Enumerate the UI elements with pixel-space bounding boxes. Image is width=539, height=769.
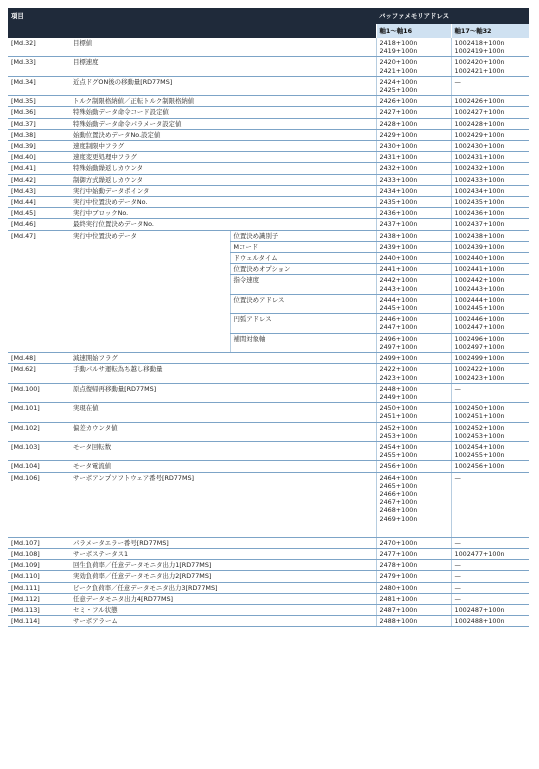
item-header: 項目 (8, 8, 376, 24)
row-name: 実行中位置決めデータ (70, 230, 230, 352)
table-row (8, 560, 529, 571)
address-axis-1-16: 2448+100n 2449+100n (376, 383, 451, 402)
row-id: [Md.38] (8, 129, 70, 140)
row-id: [Md.114] (8, 616, 70, 627)
row-id: [Md.37] (8, 118, 70, 129)
table-row (8, 353, 529, 364)
address-axis-1-16: 2479+100n (376, 571, 451, 582)
table-row (8, 107, 529, 118)
address-axis-17-32: 1002438+100n (451, 230, 529, 241)
row-name: トルク制限格納値／正転トルク制限格納値 (70, 96, 376, 107)
address-axis-1-16: 2499+100n (376, 353, 451, 364)
table-row (8, 96, 529, 107)
axis-1-16-header: 軸1～軸16 (376, 24, 451, 38)
address-axis-1-16: 2422+100n 2423+100n (376, 364, 451, 383)
row-name: 実行中ブロックNo. (70, 208, 376, 219)
address-axis-17-32: — (451, 76, 529, 95)
row-name: 目標速度 (70, 57, 376, 76)
row-name: モータ回転数 (70, 441, 376, 460)
address-axis-17-32: 1002488+100n (451, 616, 529, 627)
row-id: [Md.48] (8, 353, 70, 364)
table-row (8, 461, 529, 472)
address-axis-1-16: 2488+100n (376, 616, 451, 627)
address-axis-17-32: 1002442+100n 1002443+100n (451, 275, 529, 294)
address-axis-1-16: 2487+100n (376, 604, 451, 615)
row-name: 近点ドグON後の移動量[RD77MS] (70, 76, 376, 95)
row-id: [Md.32] (8, 38, 70, 57)
table-row (8, 76, 529, 95)
address-axis-1-16: 2454+100n 2455+100n (376, 441, 451, 460)
address-axis-17-32: 1002432+100n (451, 163, 529, 174)
row-id: [Md.43] (8, 185, 70, 196)
table-row (8, 548, 529, 559)
address-axis-17-32: 1002441+100n (451, 264, 529, 275)
row-name: 実効負荷率／任意データモニタ出力2[RD77MS] (70, 571, 376, 582)
table-row (8, 571, 529, 582)
address-axis-1-16: 2435+100n (376, 197, 451, 208)
blank-header-cell (8, 24, 376, 38)
table-row (8, 208, 529, 219)
sub-item-label: 補間対象軸 (230, 333, 376, 352)
address-axis-17-32: 1002439+100n (451, 241, 529, 252)
table-row (8, 383, 529, 402)
address-axis-17-32: 1002487+100n (451, 604, 529, 615)
table-row (8, 129, 529, 140)
address-axis-17-32: 1002422+100n 1002423+100n (451, 364, 529, 383)
table-row (8, 57, 529, 76)
table-body (8, 38, 529, 627)
address-axis-17-32: 1002437+100n (451, 219, 529, 230)
axis-header-row (8, 24, 529, 38)
table-row (8, 604, 529, 615)
row-id: [Md.108] (8, 548, 70, 559)
address-axis-1-16: 2496+100n 2497+100n (376, 333, 451, 352)
row-id: [Md.107] (8, 537, 70, 548)
row-name: 速度制限中フラグ (70, 141, 376, 152)
table-row (8, 197, 529, 208)
address-axis-1-16: 2434+100n (376, 185, 451, 196)
row-name: サーボアンプソフトウェア番号[RD77MS] (70, 472, 376, 537)
address-axis-17-32: 1002434+100n (451, 185, 529, 196)
row-name: モータ電流値 (70, 461, 376, 472)
row-id: [Md.101] (8, 403, 70, 422)
row-name: 特殊始動データ命令コード設定値 (70, 107, 376, 118)
address-axis-17-32: — (451, 472, 529, 537)
address-axis-17-32: 1002446+100n 1002447+100n (451, 314, 529, 333)
table-row (8, 152, 529, 163)
row-id: [Md.36] (8, 107, 70, 118)
address-axis-17-32: 1002499+100n (451, 353, 529, 364)
row-name: サーボステータス1 (70, 548, 376, 559)
address-axis-1-16: 2418+100n 2419+100n (376, 38, 451, 57)
row-name: 回生負荷率／任意データモニタ出力1[RD77MS] (70, 560, 376, 571)
address-axis-1-16: 2464+100n 2465+100n 2466+100n 2467+100n 2468+100n 2469+100n (376, 472, 451, 537)
table-row (8, 537, 529, 548)
address-axis-17-32: 1002477+100n (451, 548, 529, 559)
sub-item-label: 位置決めオプション (230, 264, 376, 275)
address-axis-1-16: 2478+100n (376, 560, 451, 571)
table-row (8, 163, 529, 174)
address-axis-17-32: 1002418+100n 1002419+100n (451, 38, 529, 57)
buffer-address-header: バッファメモリアドレス (376, 8, 529, 24)
row-id: [Md.104] (8, 461, 70, 472)
row-name: 実行中始動データポインタ (70, 185, 376, 196)
address-axis-17-32: 1002444+100n 1002445+100n (451, 294, 529, 313)
address-axis-17-32: 1002428+100n (451, 118, 529, 129)
address-axis-1-16: 2430+100n (376, 141, 451, 152)
address-axis-1-16: 2433+100n (376, 174, 451, 185)
address-axis-1-16: 2424+100n 2425+100n (376, 76, 451, 95)
address-axis-17-32: 1002435+100n (451, 197, 529, 208)
table-row (8, 174, 529, 185)
address-axis-17-32: 1002420+100n 1002421+100n (451, 57, 529, 76)
row-name: 始動位置決めデータNo.設定値 (70, 129, 376, 140)
row-id: [Md.109] (8, 560, 70, 571)
address-axis-1-16: 2450+100n 2451+100n (376, 403, 451, 422)
header-row (8, 8, 529, 24)
row-name: 手動パルサ運転為ち越し移動量 (70, 364, 376, 383)
address-axis-17-32: 1002450+100n 1002451+100n (451, 403, 529, 422)
row-name: 偏差カウンタ値 (70, 422, 376, 441)
table-row (8, 422, 529, 441)
address-axis-1-16: 2481+100n (376, 593, 451, 604)
row-name: 速度変更処理中フラグ (70, 152, 376, 163)
row-id: [Md.113] (8, 604, 70, 615)
address-axis-17-32: — (451, 560, 529, 571)
address-axis-1-16: 2436+100n (376, 208, 451, 219)
row-id: [Md.62] (8, 364, 70, 383)
row-id: [Md.39] (8, 141, 70, 152)
table-row (8, 441, 529, 460)
row-id: [Md.103] (8, 441, 70, 460)
row-id: [Md.34] (8, 76, 70, 95)
row-name: 特殊始動繰返しカウンタ (70, 163, 376, 174)
table-row (8, 364, 529, 383)
address-axis-1-16: 2444+100n 2445+100n (376, 294, 451, 313)
table-row (8, 38, 529, 57)
address-axis-1-16: 2470+100n (376, 537, 451, 548)
sub-item-label: 円弧アドレス (230, 314, 376, 333)
row-name: パラメータエラー番号[RD77MS] (70, 537, 376, 548)
sub-item-label: 位置決め識別子 (230, 230, 376, 241)
table-row (8, 118, 529, 129)
address-axis-17-32: 1002440+100n (451, 253, 529, 264)
address-axis-1-16: 2440+100n (376, 253, 451, 264)
row-name: 実行中位置決めデータNo. (70, 197, 376, 208)
row-id: [Md.45] (8, 208, 70, 219)
row-id: [Md.46] (8, 219, 70, 230)
address-axis-17-32: 1002452+100n 1002453+100n (451, 422, 529, 441)
row-id: [Md.40] (8, 152, 70, 163)
address-axis-1-16: 2438+100n (376, 230, 451, 241)
axis-17-32-header: 軸17～軸32 (451, 24, 529, 38)
row-id: [Md.106] (8, 472, 70, 537)
sub-item-label: Mコード (230, 241, 376, 252)
row-name: セミ・フル状態 (70, 604, 376, 615)
row-name: 特殊始動データ命令パラメータ設定値 (70, 118, 376, 129)
table-row (8, 582, 529, 593)
row-name: 任意データモニタ出力4[RD77MS] (70, 593, 376, 604)
table-row (8, 593, 529, 604)
table-row (8, 219, 529, 230)
row-id: [Md.47] (8, 230, 70, 352)
address-axis-17-32: — (451, 593, 529, 604)
row-name: 減速開始フラグ (70, 353, 376, 364)
address-axis-1-16: 2429+100n (376, 129, 451, 140)
address-axis-1-16: 2420+100n 2421+100n (376, 57, 451, 76)
table-row (8, 472, 529, 537)
address-axis-17-32: — (451, 582, 529, 593)
table-row (8, 141, 529, 152)
address-axis-1-16: 2480+100n (376, 582, 451, 593)
address-axis-17-32: 1002436+100n (451, 208, 529, 219)
row-name: 原点復帰再移動量[RD77MS] (70, 383, 376, 402)
row-id: [Md.112] (8, 593, 70, 604)
table-row (8, 230, 529, 241)
address-axis-17-32: 1002426+100n (451, 96, 529, 107)
row-id: [Md.111] (8, 582, 70, 593)
address-axis-1-16: 2446+100n 2447+100n (376, 314, 451, 333)
address-axis-17-32: 1002456+100n (451, 461, 529, 472)
row-name: ピーク負荷率／任意データモニタ出力3[RD77MS] (70, 582, 376, 593)
buffer-memory-table (8, 8, 529, 627)
row-name: 最終実行位置決めデータNo. (70, 219, 376, 230)
row-id: [Md.35] (8, 96, 70, 107)
address-axis-17-32: 1002431+100n (451, 152, 529, 163)
sub-item-label: 位置決めアドレス (230, 294, 376, 313)
address-axis-17-32: — (451, 537, 529, 548)
table-row (8, 185, 529, 196)
address-axis-1-16: 2437+100n (376, 219, 451, 230)
row-id: [Md.102] (8, 422, 70, 441)
row-id: [Md.41] (8, 163, 70, 174)
address-axis-1-16: 2442+100n 2443+100n (376, 275, 451, 294)
sub-item-label: ドウェルタイム (230, 253, 376, 264)
row-id: [Md.44] (8, 197, 70, 208)
address-axis-17-32: — (451, 383, 529, 402)
table-row (8, 403, 529, 422)
row-name: サーボアラーム (70, 616, 376, 627)
row-id: [Md.100] (8, 383, 70, 402)
address-axis-17-32: 1002496+100n 1002497+100n (451, 333, 529, 352)
sub-item-label: 指令速度 (230, 275, 376, 294)
row-id: [Md.110] (8, 571, 70, 582)
row-id: [Md.33] (8, 57, 70, 76)
address-axis-17-32: 1002427+100n (451, 107, 529, 118)
row-name: 実現在値 (70, 403, 376, 422)
row-name: 目標値 (70, 38, 376, 57)
address-axis-1-16: 2477+100n (376, 548, 451, 559)
address-axis-1-16: 2441+100n (376, 264, 451, 275)
address-axis-1-16: 2452+100n 2453+100n (376, 422, 451, 441)
table-row (8, 616, 529, 627)
address-axis-17-32: — (451, 571, 529, 582)
address-axis-17-32: 1002433+100n (451, 174, 529, 185)
address-axis-1-16: 2427+100n (376, 107, 451, 118)
address-axis-1-16: 2428+100n (376, 118, 451, 129)
row-id: [Md.42] (8, 174, 70, 185)
address-axis-1-16: 2426+100n (376, 96, 451, 107)
address-axis-1-16: 2456+100n (376, 461, 451, 472)
address-axis-1-16: 2432+100n (376, 163, 451, 174)
address-axis-17-32: 1002430+100n (451, 141, 529, 152)
row-name: 制御方式繰返しカウンタ (70, 174, 376, 185)
address-axis-1-16: 2439+100n (376, 241, 451, 252)
address-axis-17-32: 1002429+100n (451, 129, 529, 140)
address-axis-1-16: 2431+100n (376, 152, 451, 163)
address-axis-17-32: 1002454+100n 1002455+100n (451, 441, 529, 460)
